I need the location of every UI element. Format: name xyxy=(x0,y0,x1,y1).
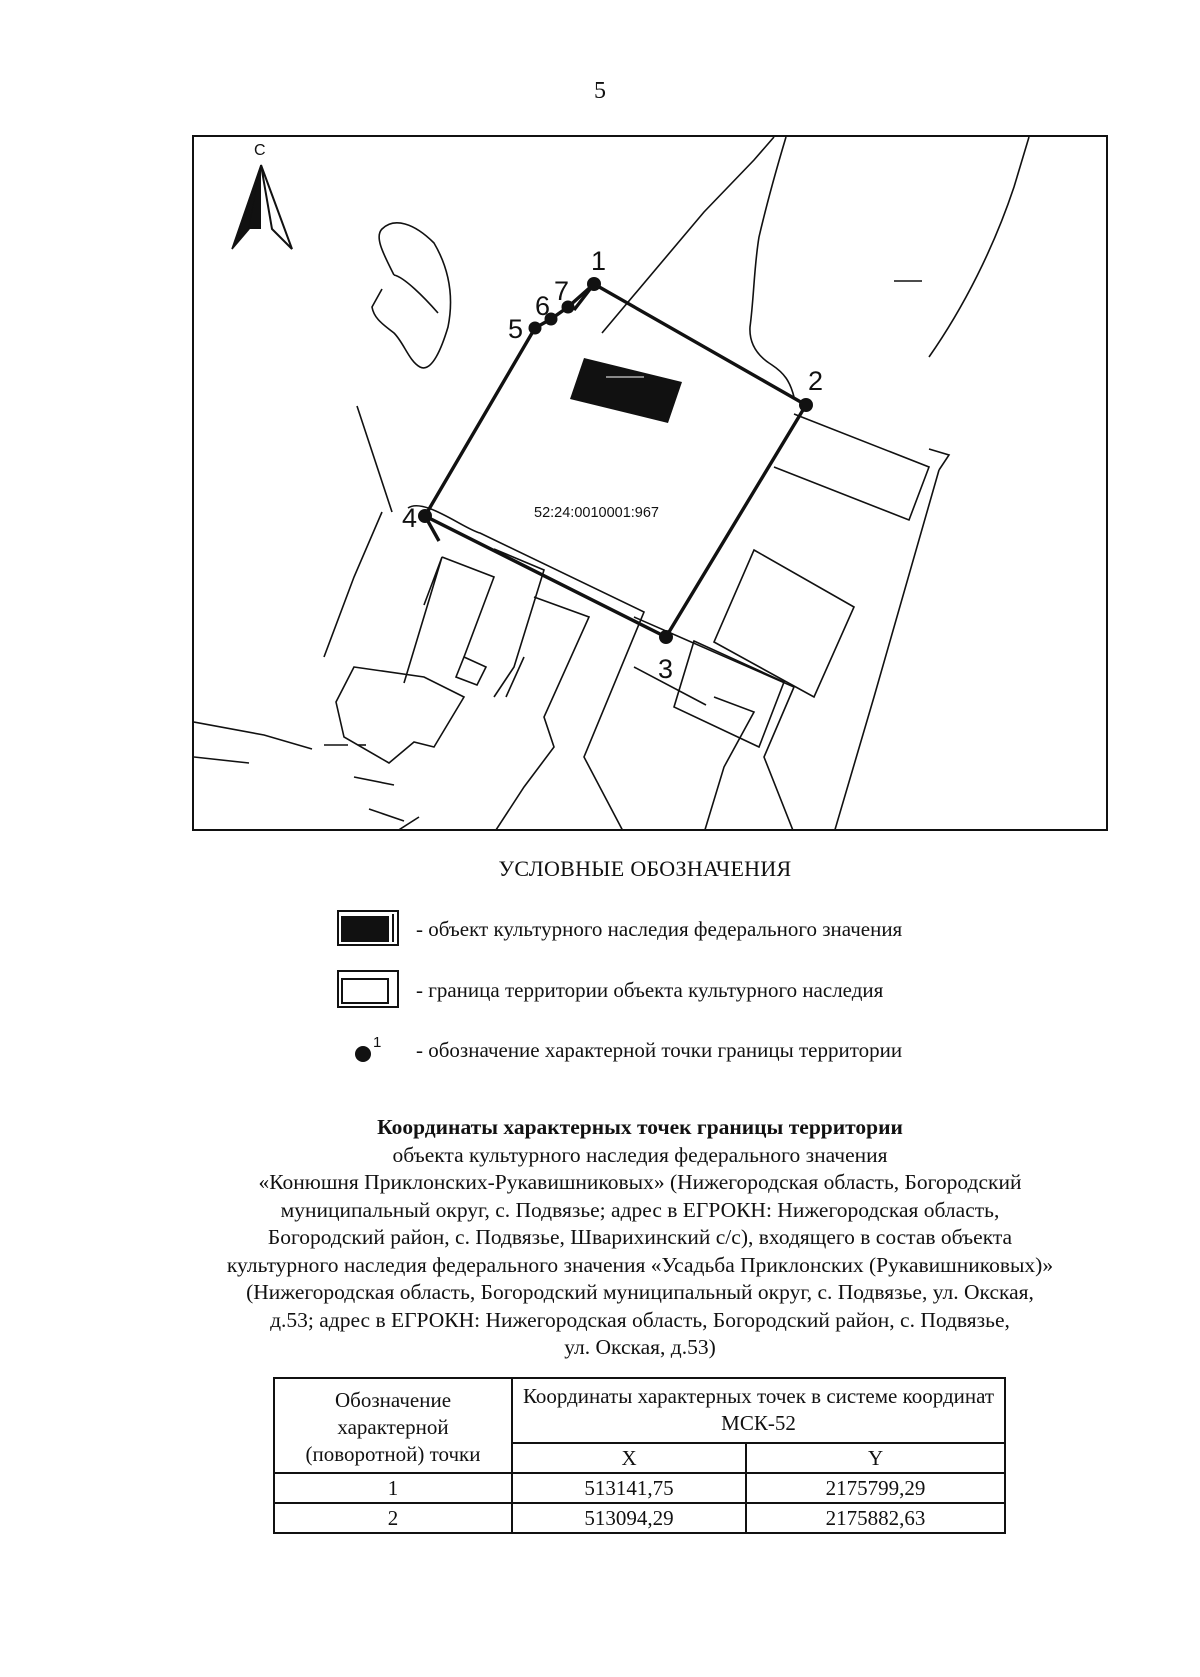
caption-line: объекта культурного наследия федерального значения xyxy=(392,1142,888,1167)
boundary-point-label: 4 xyxy=(402,503,418,533)
cell-x: 513094,29 xyxy=(512,1503,746,1533)
caption-line: ул. Окская, д.53) xyxy=(564,1335,716,1359)
legend-item-text: - обозначение характерной точки границы территории xyxy=(416,1038,903,1062)
boundary-point-marker xyxy=(587,277,601,291)
boundary-point-label: 3 xyxy=(658,654,674,684)
caption-line: «Конюшня Приклонских-Рукавишниковых» (Нижегородская область, Богородский xyxy=(258,1170,1022,1194)
black-rectangle-icon xyxy=(337,910,399,946)
territory-boundary xyxy=(425,284,806,637)
boundary-point-label: 1 xyxy=(591,246,607,276)
cell-point: 2 xyxy=(274,1503,512,1533)
boundary-point-marker xyxy=(529,322,542,335)
legend-item-text: - граница территории объекта культурного наследия xyxy=(416,978,884,1002)
numbered-dot-icon xyxy=(355,1034,395,1068)
outlined-rectangle-icon xyxy=(337,970,399,1008)
cell-point: 1 xyxy=(274,1473,512,1503)
caption-line: муниципальный округ, с. Подвязье; адрес в ЕГРОКН: Нижегородская область, xyxy=(280,1197,1000,1222)
cell-x: 513141,75 xyxy=(512,1473,746,1503)
dot-number: 1 xyxy=(373,1034,382,1051)
map-frame xyxy=(192,135,1108,831)
caption-line: Богородский район, с. Подвязье, Шварихинский с/с), входящего в состав объекта xyxy=(267,1225,1013,1249)
north-label: С xyxy=(254,142,266,159)
cadastral-map xyxy=(194,137,1108,831)
page-number: 5 xyxy=(594,78,606,104)
boundary-point-marker xyxy=(799,398,813,412)
parcel-number-label: 52:24:0010001:967 xyxy=(534,505,659,521)
table-header-row xyxy=(274,1378,1005,1443)
coordinates-caption xyxy=(150,1114,1130,1362)
legend-item-text: - объект культурного наследия федерального значения xyxy=(416,917,903,941)
boundary-point-marker xyxy=(418,509,432,523)
boundary-point-marker xyxy=(659,630,673,644)
header-point: Обозначение характерной (поворотной) точки xyxy=(274,1378,512,1473)
caption-line: культурного наследия федерального значения «Усадьба Приклонских (Рукавишниковых)» xyxy=(226,1252,1054,1277)
caption-heading: Координаты характерных точек границы территории xyxy=(377,1115,903,1139)
boundary-points xyxy=(402,246,823,684)
boundary-point-label: 6 xyxy=(535,291,551,321)
coordinates-table xyxy=(273,1377,1006,1534)
cell-y: 2175799,29 xyxy=(746,1473,1005,1503)
legend-title: УСЛОВНЫЕ ОБОЗНАЧЕНИЯ xyxy=(498,856,792,881)
caption-line: (Нижегородская область, Богородский муниципальный округ, с. Подвязье, ул. Окская, xyxy=(246,1280,1034,1304)
cell-y: 2175882,63 xyxy=(746,1503,1005,1533)
dot-icon xyxy=(355,1046,371,1062)
background-parcel-lines xyxy=(194,137,1029,831)
header-coords: Координаты характерных точек в системе координат МСК-52 xyxy=(512,1378,1005,1443)
boundary-point-label: 5 xyxy=(508,314,524,344)
north-arrow-icon xyxy=(232,142,292,249)
boundary-point-label: 2 xyxy=(808,366,824,396)
boundary-point-label: 7 xyxy=(554,276,570,306)
heritage-object-building xyxy=(570,358,682,423)
header-x: X xyxy=(512,1443,746,1473)
table-row xyxy=(274,1473,1005,1503)
header-y: Y xyxy=(746,1443,1005,1473)
caption-line: д.53; адрес в ЕГРОКН: Нижегородская область, Богородский район, с. Подвязье, xyxy=(270,1307,1010,1332)
table-row xyxy=(274,1503,1005,1533)
